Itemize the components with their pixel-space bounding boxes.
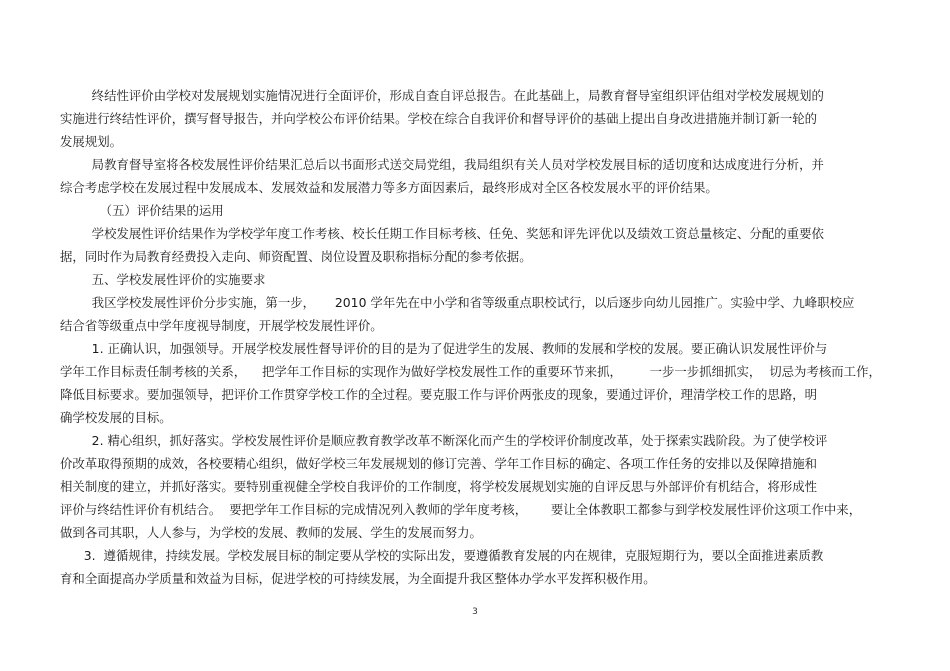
text-line: 评价与终结性评价有机结合。 要把学年工作目标的完成情况列入教师的学年度考核， 要让全体教职工都参与到学校发展性评价这项工作中来， [60, 502, 862, 517]
text-line: 1. 正确认识，加强领导。开展学校发展性督导评价的目的是为了促进学生的发展、教师的发展和学校的发展。要正确认识发展性评价与 [60, 341, 828, 356]
text-line: 2. 精心组织，抓好落实。学校发展性评价是顺应教育教学改革不断深化而产生的学校评价制度改革，处于探索实践阶段。为了使学校评 [60, 433, 828, 448]
text-line: 确学校发展的目标。 [60, 410, 172, 425]
text-line: 学年工作目标责任制考核的关系， 把学年工作目标的实现作为做好学校发展性工作的重要环节来抓， 一步一步抓细抓实， 切忌为考核而工作， [60, 364, 881, 379]
text-line: 实施进行终结性评价，撰写督导报告，并向学校公布评价结果。学校在综合自我评价和督导评价的基础上提出自身改进措施并制订新一轮的 [60, 111, 818, 126]
text-line: 价改革取得预期的成效，各校要精心组织，做好学校三年发展规划的修订完善、学年工作目标的确定、各项工作任务的安排以及保障措施和 [60, 456, 818, 471]
section-heading: （五）评价结果的运用 [60, 203, 224, 218]
text-line: 终结性评价由学校对发展规划实施情况进行全面评价，形成自查自评总报告。在此基础上，局教育督导室组织评估组对学校发展规划的 [60, 88, 824, 103]
section-heading: 五、学校发展性评价的实施要求 [60, 272, 266, 287]
text-line: 我区学校发展性评价分步实施，第一步， 2010 学年先在中小学和省等级重点职校试行，以后逐步向幼儿园推广。实验中学、九峰职校应 [60, 295, 855, 310]
text-line: 3. 遵循规律，持续发展。学校发展目标的制定要从学校的实际出发，要遵循教育发展的内在规律，克服短期行为，要以全面推进素质教 [60, 548, 824, 563]
text-line: 据，同时作为局教育经费投入走向、师资配置、岗位设置及职称指标分配的参考依据。 [60, 249, 532, 264]
text-line: 育和全面提高办学质量和效益为目标，促进学校的可持续发展，为全面提升我区整体办学水平发挥积极作用。 [60, 571, 656, 586]
text-line: 学校发展性评价结果作为学校学年度工作考核、校长任期工作目标考核、任免、奖惩和评先评优以及绩效工资总量核定、分配的重要依 [60, 226, 824, 241]
text-line: 做到各司其职，人人参与，为学校的发展、教师的发展、学生的发展而努力。 [60, 525, 482, 540]
text-line: 降低目标要求。要加强领导，把评价工作贯穿学校工作的全过程。要克服工作与评价两张皮的现象，要通过评价，理清学校工作的思路，明 [60, 387, 818, 402]
text-line: 局教育督导室将各校发展性评价结果汇总后以书面形式送交局党组，我局组织有关人员对学校发展目标的适切度和达成度进行分析，并 [60, 157, 824, 172]
text-line: 综合考虑学校在发展过程中发展成本、发展效益和发展潜力等多方面因素后，最终形成对全区各校发展水平的评价结果。 [60, 180, 718, 195]
page-number: 3 [472, 607, 478, 617]
text-line: 相关制度的建立，并抓好落实。要特别重视健全学校自我评价的工作制度，将学校发展规划实施的自评反思与外部评价有机结合，将形成性 [60, 479, 818, 494]
text-line: 结合省等级重点中学年度视导制度，开展学校发展性评价。 [60, 318, 383, 333]
text-line: 发展规划。 [60, 134, 123, 149]
